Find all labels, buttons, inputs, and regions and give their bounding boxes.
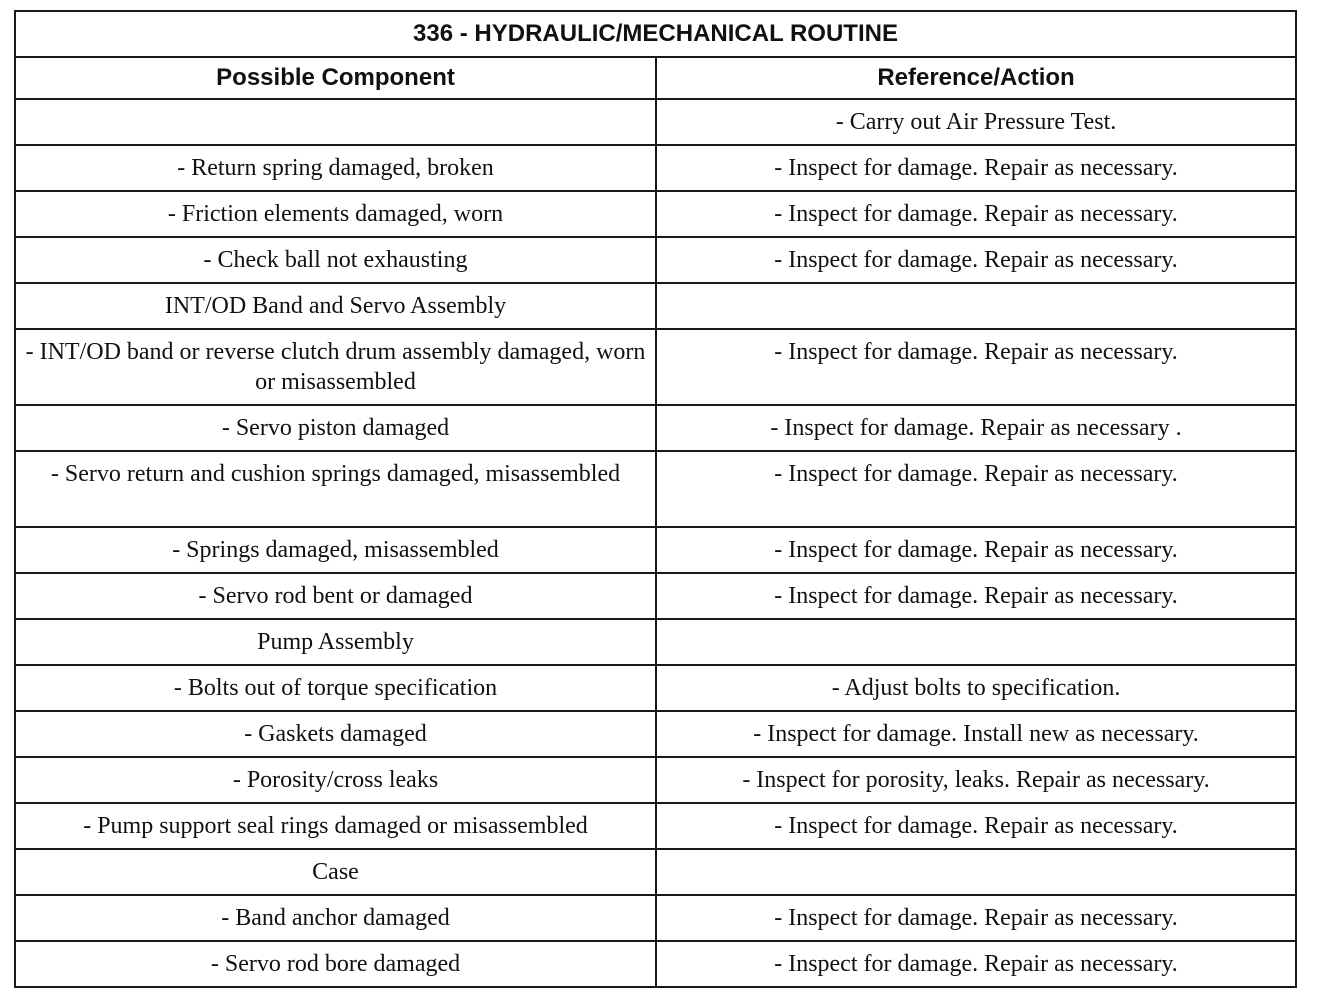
table-row [15, 527, 1296, 573]
action-cell [656, 283, 1296, 329]
routine-table-container [14, 10, 1295, 988]
table-row [15, 145, 1296, 191]
action-cell: - Inspect for damage. Repair as necessary. [656, 941, 1296, 987]
table-row [15, 711, 1296, 757]
action-cell: - Carry out Air Pressure Test. [656, 99, 1296, 145]
component-cell: - Friction elements damaged, worn [15, 191, 656, 237]
action-cell: - Inspect for porosity, leaks. Repair as necessary. [656, 757, 1296, 803]
action-cell: - Inspect for damage. Repair as necessary. [656, 145, 1296, 191]
action-cell: - Inspect for damage. Repair as necessary. [656, 895, 1296, 941]
action-cell: - Inspect for damage. Repair as necessary. [656, 191, 1296, 237]
section-heading-cell: Case [15, 849, 656, 895]
table-row [15, 803, 1296, 849]
component-cell: - Servo return and cushion springs damaged, misassembled [15, 451, 656, 527]
action-cell: - Inspect for damage. Repair as necessary. [656, 527, 1296, 573]
hydraulic-mechanical-routine-table [14, 10, 1297, 988]
table-row [15, 237, 1296, 283]
table-row [15, 665, 1296, 711]
table-row [15, 191, 1296, 237]
component-cell: - Check ball not exhausting [15, 237, 656, 283]
table-row [15, 941, 1296, 987]
component-cell: - Servo rod bore damaged [15, 941, 656, 987]
table-row [15, 849, 1296, 895]
table-row [15, 895, 1296, 941]
action-cell: - Inspect for damage. Repair as necessary. [656, 237, 1296, 283]
table-row [15, 329, 1296, 405]
component-cell: - Bolts out of torque specification [15, 665, 656, 711]
action-cell: - Inspect for damage. Repair as necessary. [656, 803, 1296, 849]
action-cell [656, 849, 1296, 895]
action-cell: - Inspect for damage. Repair as necessary. [656, 329, 1296, 405]
action-cell: - Inspect for damage. Install new as necessary. [656, 711, 1296, 757]
table-row [15, 405, 1296, 451]
component-cell: - Servo piston damaged [15, 405, 656, 451]
component-cell: - Springs damaged, misassembled [15, 527, 656, 573]
action-cell [656, 619, 1296, 665]
section-heading-cell: Pump Assembly [15, 619, 656, 665]
table-row [15, 757, 1296, 803]
section-heading-cell: INT/OD Band and Servo Assembly [15, 283, 656, 329]
table-row [15, 451, 1296, 527]
component-cell: - Return spring damaged, broken [15, 145, 656, 191]
action-cell: - Adjust bolts to specification. [656, 665, 1296, 711]
component-cell: - Band anchor damaged [15, 895, 656, 941]
action-cell: - Inspect for damage. Repair as necessary . [656, 405, 1296, 451]
table-row [15, 283, 1296, 329]
component-cell: - Pump support seal rings damaged or misassembled [15, 803, 656, 849]
table-title: 336 - HYDRAULIC/MECHANICAL ROUTINE [15, 11, 1296, 57]
action-cell: - Inspect for damage. Repair as necessary. [656, 451, 1296, 527]
component-cell [15, 99, 656, 145]
component-cell: - INT/OD band or reverse clutch drum assembly damaged, worn or misassembled [15, 329, 656, 405]
table-row [15, 573, 1296, 619]
table-title-row [15, 11, 1296, 57]
action-cell: - Inspect for damage. Repair as necessary. [656, 573, 1296, 619]
table-header-row [15, 57, 1296, 99]
component-cell: - Gaskets damaged [15, 711, 656, 757]
table-row [15, 619, 1296, 665]
component-cell: - Servo rod bent or damaged [15, 573, 656, 619]
component-cell: - Porosity/cross leaks [15, 757, 656, 803]
table-row [15, 99, 1296, 145]
column-header-possible-component: Possible Component [15, 57, 656, 99]
column-header-reference-action: Reference/Action [656, 57, 1296, 99]
